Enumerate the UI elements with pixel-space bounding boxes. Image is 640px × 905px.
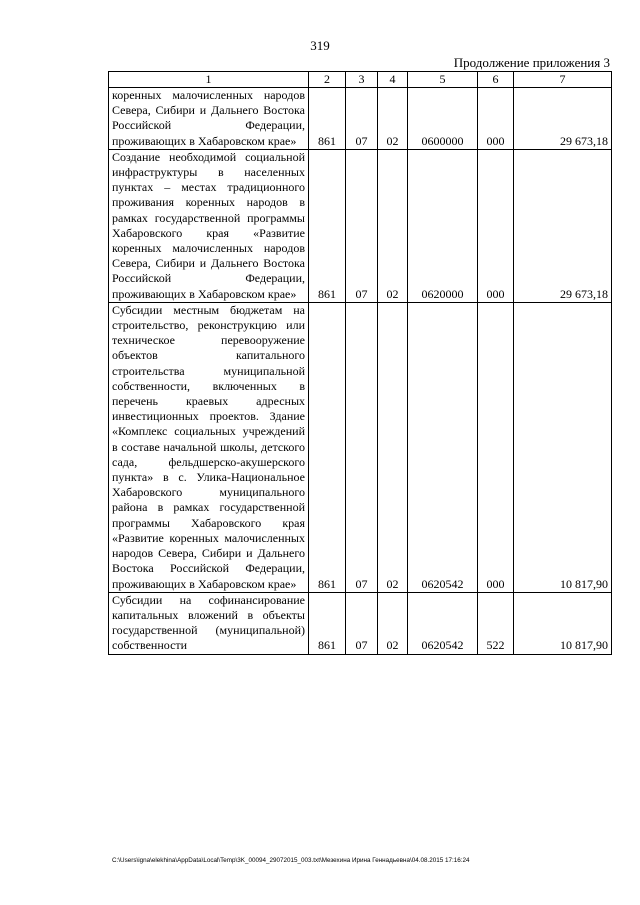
row-amount: 10 817,90 xyxy=(514,592,612,654)
header-col-1: 1 xyxy=(109,72,309,88)
row-code-3: 07 xyxy=(346,88,378,150)
row-name: коренных малочисленных народов Севера, Сибири и Дальнего Востока Российской Федерации, проживающих в Хабаровском крае» xyxy=(109,88,309,150)
row-code-2: 861 xyxy=(309,88,346,150)
header-col-2: 2 xyxy=(309,72,346,88)
row-code-5: 0620542 xyxy=(408,302,478,592)
row-code-6: 000 xyxy=(478,149,514,302)
page-number: 319 xyxy=(310,38,330,53)
row-code-2: 861 xyxy=(309,302,346,592)
row-code-4: 02 xyxy=(378,149,408,302)
row-code-4: 02 xyxy=(378,88,408,150)
header-col-7: 7 xyxy=(514,72,612,88)
row-code-2: 861 xyxy=(309,592,346,654)
row-code-6: 522 xyxy=(478,592,514,654)
row-amount: 10 817,90 xyxy=(514,302,612,592)
header-col-4: 4 xyxy=(378,72,408,88)
header-row xyxy=(109,72,612,88)
row-code-3: 07 xyxy=(346,302,378,592)
row-code-3: 07 xyxy=(346,149,378,302)
row-amount: 29 673,18 xyxy=(514,88,612,150)
table-row xyxy=(109,88,612,150)
row-name: Субсидии местным бюджетам на строительство, реконструкцию или техническое перевооружение объектов капитального строительства муниципальной собственности, включенных в перечень краевых адресных инвестиционных проектов. Здание «Комплекс социальных учреждений в составе начальной школы, детского сада, фельдшерско-акушерского пункта» в с. Улика-Национальное Хабаровского муниципального района в рамках государственной программы Хабаровского края «Развитие коренных малочисленных народов Севера, Сибири и Дальнего Востока Российской Федерации, проживающих в Хабаровском крае» xyxy=(109,302,309,592)
row-code-5: 0600000 xyxy=(408,88,478,150)
header-col-5: 5 xyxy=(408,72,478,88)
row-amount: 29 673,18 xyxy=(514,149,612,302)
row-code-2: 861 xyxy=(309,149,346,302)
row-name: Субсидии на софинансирование капитальных вложений в объекты государственной (муниципальной) собственности xyxy=(109,592,309,654)
footer-file-path: C:\Users\igna\elekhina\AppData\Local\Temp\3K_00094_29072015_003.txt\Мезехина Ирина Геннадьевна\04.08.2015 17:16:24 xyxy=(112,857,470,864)
table-row xyxy=(109,592,612,654)
row-code-4: 02 xyxy=(378,302,408,592)
row-code-3: 07 xyxy=(346,592,378,654)
row-code-6: 000 xyxy=(478,88,514,150)
row-code-6: 000 xyxy=(478,302,514,592)
table-row xyxy=(109,149,612,302)
header-col-3: 3 xyxy=(346,72,378,88)
header-col-6: 6 xyxy=(478,72,514,88)
row-code-5: 0620542 xyxy=(408,592,478,654)
budget-table xyxy=(108,71,612,655)
table-row xyxy=(109,302,612,592)
row-code-5: 0620000 xyxy=(408,149,478,302)
row-name: Создание необходимой социальной инфраструктуры в населенных пунктах – местах традиционного проживания коренных народов в рамках государственной программы Хабаровского края «Развитие коренных малочисленных народов Севера, Сибири и Дальнего Востока Российской Федерации, проживающих в Хабаровском крае» xyxy=(109,149,309,302)
row-code-4: 02 xyxy=(378,592,408,654)
continuation-label: Продолжение приложения 3 xyxy=(453,55,610,70)
